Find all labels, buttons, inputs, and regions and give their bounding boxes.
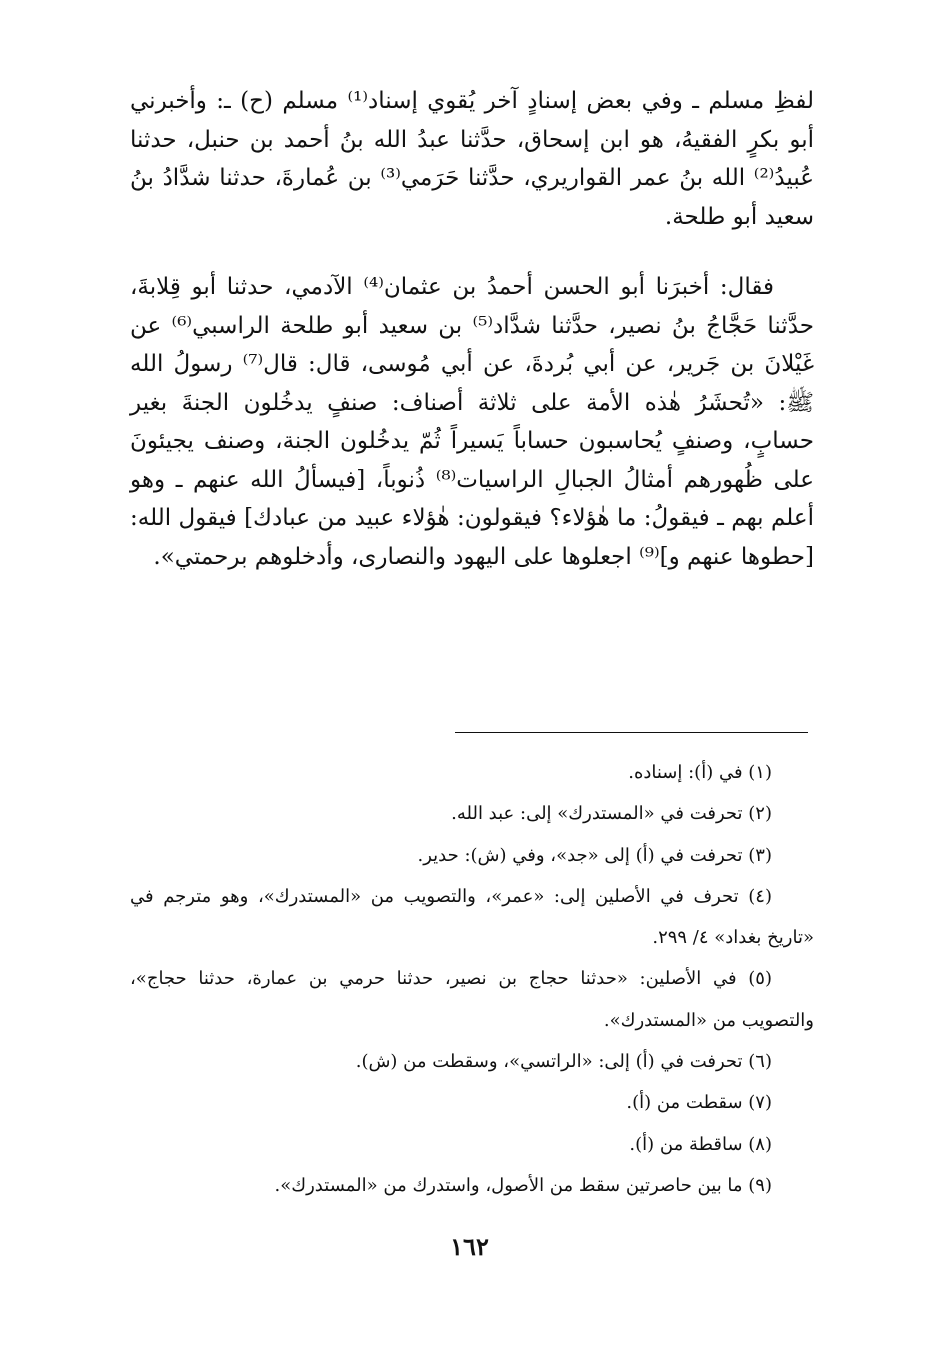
footnote-text: (٣) تحرفت في (أ) إلى «جد»، وفي (ش): حدير. — [417, 844, 772, 866]
footnotes — [130, 752, 814, 1206]
footnote-7 — [130, 1082, 814, 1123]
footnote-text: (١) في (أ): إسناده. — [628, 762, 772, 783]
footnote-text: (٢) تحرفت في «المستدرك» إلى: عبد الله. — [451, 803, 772, 825]
footnote-9 — [130, 1165, 814, 1206]
footnote-text: (٥) في الأصلين: «حدثنا حجاج بن نصير، حدثنا حرمي بن عمارة، حدثنا حجاج»، والتصويب من «المستدرك». — [130, 968, 814, 1031]
footnote-8 — [130, 1124, 814, 1165]
footnote-1 — [130, 752, 814, 793]
footnote-text: (٤) تحرف في الأصلين إلى: «عمر»، والتصويب من «المستدرك»، وهو مترجم في «تاريخ بغداد» ٤/ ٢٩٩. — [130, 885, 814, 949]
footnote-2 — [130, 793, 814, 834]
footnote-3 — [130, 835, 814, 876]
main-text — [130, 82, 814, 576]
main-paragraph-1: لفظِ مسلم ـ وفي بعض إسنادٍ آخر يُقوي إسناد⁽¹⁾ مسلم (ح) ـ: وأخبرني أبو بكرٍ الفقيهُ، هو ابن إسحاق، حدَّثنا عبدُ الله بنُ أحمد بن حنبل، حدثنا عُبيدُ⁽²⁾ الله بنُ عمر القواريري، حدَّثنا حَرَمي⁽³⁾ بن عُمارةَ، حدثنا شدَّادُ بنُ سعيد أبو طلحة. — [130, 88, 814, 230]
paragraph-gap — [130, 236, 814, 268]
footnote-text: (٦) تحرفت في (أ) إلى: «الراتسي»، وسقطت من (ش). — [355, 1051, 772, 1073]
footnote-text: (٨) ساقطة من (أ). — [629, 1133, 772, 1155]
footnote-text: (٩) ما بين حاصرتين سقط من الأصول، واستدرك من «المستدرك». — [274, 1174, 772, 1196]
footnote-4 — [130, 876, 814, 959]
main-paragraph-2-text: فقال: أخبرَنا أبو الحسن أحمدُ بن عثمان⁽⁴⁾ الآدمي، حدثنا أبو قِلابةَ، حدَّثنا حَجَّاجُ بنُ نصير، حدَّثنا شدَّاد⁽⁵⁾ بن سعيد أبو طلحة الراسبي⁽⁶⁾ عن غَيْلانَ بن جَرير، عن أبي بُردةَ، عن أبي مُوسى، قال: قال⁽⁷⁾ رسولُ الله ﷺ: «تُحشَرُ هٰذه الأمة على ثلاثة أصناف: صنفٍ يدخُلون الجنةَ بغير حسابٍ، وصنفٍ يُحاسبون حساباً يَسيراً ثُمّ يدخُلون الجنة، وصنف يجيئونَ على ظُهورهم أمثالُ الجبالِ الراسيات⁽⁸⁾ ذُنوباً، [فيسألُ الله عنهم ـ وهو أعلم بهم ـ فيقولُ: ما هٰؤلاء؟ فيقولون: هٰؤلاء عبيد من عبادك] فيقول الله: [حطوها عنهم و]⁽⁹⁾ اجعلوها على اليهود والنصارى، وأدخلوهم برحمتي». — [130, 274, 814, 570]
footnote-6 — [130, 1041, 814, 1082]
footnote-5 — [130, 958, 814, 1041]
footnote-separator — [455, 732, 808, 733]
page-number: ١٦٢ — [450, 1232, 489, 1261]
main-paragraph-2 — [130, 268, 814, 576]
footnote-text: (٧) سقطت من (أ). — [626, 1092, 772, 1114]
